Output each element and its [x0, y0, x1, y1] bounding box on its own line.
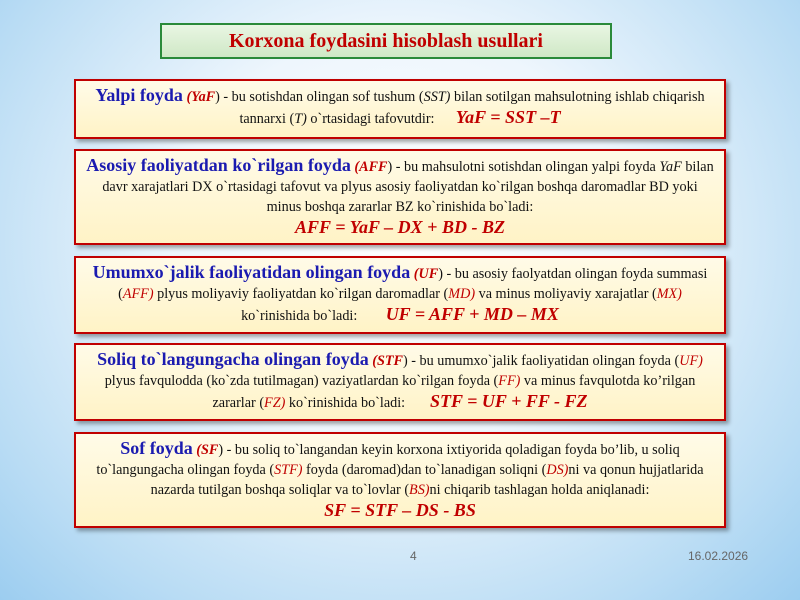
slide-title: Korxona foydasini hisoblash usullari — [160, 23, 612, 59]
term-abbreviation: UF — [418, 266, 439, 282]
formula: UF = AFF + MD – MX — [385, 304, 559, 324]
term-label: Sof foyda — [120, 438, 193, 458]
formula: AFF = YaF – DX + BD - BZ — [295, 217, 505, 237]
formula: STF = UF + FF - FZ — [429, 391, 588, 411]
term-abbreviation: AFF — [359, 159, 388, 175]
term-abbreviation: YaF — [191, 89, 216, 105]
definition-box-yalpi-foyda: Yalpi foyda (YaF) - bu sotishdan olingan sof tushum (SST) bilan sotilgan mahsulotning ishlab chiqarish tannarxi (T) o`rtasidagi tafovutdir: YaF = SST –T — [74, 79, 726, 139]
definition-text: ) - bu umumxo`jalik faoliyatidan olingan foyda ( — [403, 353, 680, 369]
definition-text: ) - bu asosiy faolyatdan olingan foyda summasi ( — [118, 266, 708, 302]
definition-text: ) - bu soliq to`langandan keyin korxona ixtiyorida qoladigan foyda bo’lib, u soliq to`langungacha olingan foyda ( — [96, 442, 680, 478]
term-label: Yalpi foyda — [95, 85, 183, 105]
term-label: Asosiy faoliyatdan ko`rilgan foyda — [86, 155, 351, 175]
slide-date: 16.02.2026 — [688, 549, 749, 563]
formula: YaF = SST –T — [455, 107, 561, 127]
definition-box-sof-foyda: Sof foyda (SF) - bu soliq to`langandan keyin korxona ixtiyorida qoladigan foyda bo’lib, u soliq to`langungacha olingan foyda (STF) foyda (daromad)dan to`lanadigan soliqni (DS)ni va qonun hujjatlarida nazarda tutilgan boshqa soliqlar va to`lovlar (BS)ni chiqarib tashlagan holda aniqlanadi: SF = STF – DS - BS — [74, 432, 726, 528]
formula: SF = STF – DS - BS — [324, 500, 476, 520]
page-number: 4 — [410, 549, 417, 563]
term-abbreviation: SF — [201, 442, 219, 458]
term-abbreviation: STF — [376, 353, 404, 369]
term-label: Umumxo`jalik faoliyatidan olingan foyda — [92, 262, 411, 282]
definition-box-umumxojalik: Umumxo`jalik faoliyatidan olingan foyda (UF) - bu asosiy faolyatdan olingan foyda summasi (AFF) plyus moliyaviy faoliyatdan ko`rilgan daromadlar (MD) va minus moliyaviy xarajatlar (MX) ko`rinishida bo`ladi: UF = AFF + MD – MX — [74, 256, 726, 334]
definition-box-asosiy-faoliyat: Asosiy faoliyatdan ko`rilgan foyda (AFF) - bu mahsulotni sotishdan olingan yalpi foyda YaF bilan davr xarajatlari DX o`rtasidagi tafovut va plyus asosiy faoliyatdan ko`rilgan boshqa daromadlar BD yoki minus boshqa zararlar BZ ko`rinishida bo`ladi: AFF = YaF – DX + BD - BZ — [74, 149, 726, 245]
definition-text: ) - bu mahsulotni sotishdan olingan yalpi foyda — [387, 159, 660, 175]
definition-text: ) - bu sotishdan olingan sof tushum ( — [215, 89, 424, 105]
definition-box-soliq-tolangungacha: Soliq to`langungacha olingan foyda (STF) - bu umumxo`jalik faoliyatidan olingan foyda (UF) plyus favqulodda (ko`zda tutilmagan) vaziyatlardan ko`rilgan foyda (FF) va minus favqulotda ko’rilgan zararlar (FZ) ko`rinishida bo`ladi: STF = UF + FF - FZ — [74, 343, 726, 421]
term-label: Soliq to`langungacha olingan foyda — [97, 349, 369, 369]
